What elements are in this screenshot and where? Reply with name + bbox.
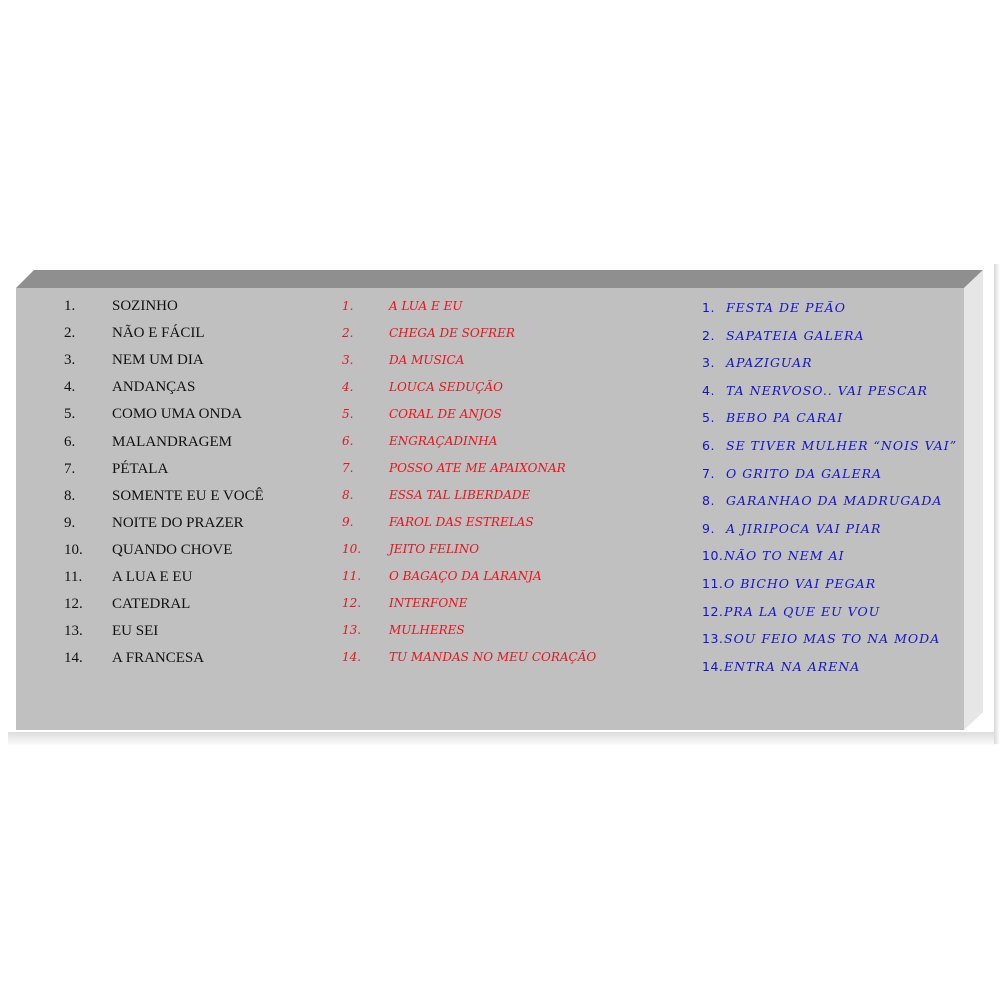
track-title: FAROL DAS ESTRELAS (389, 515, 534, 529)
track-number: 5. (702, 410, 715, 426)
track-title: O GRITO DA GALERA (726, 465, 883, 481)
track-number: 4. (342, 380, 354, 394)
track-number: 11. (342, 569, 362, 583)
track-number: 3. (64, 352, 76, 369)
track-title: QUANDO CHOVE (112, 541, 233, 558)
track-number: 6. (342, 434, 354, 448)
track-title: A FRANCESA (112, 650, 205, 667)
track-title: FESTA DE PEÃO (726, 300, 846, 315)
track-number: 6. (64, 433, 76, 450)
box-top-face (16, 270, 983, 288)
track-title: NÃO TO NEM AI (724, 548, 845, 564)
track-number: 11. (64, 569, 83, 585)
track-title: COMO UMA ONDA (112, 406, 243, 423)
track-title: CHEGA DE SOFRER (389, 326, 515, 340)
track-number: 8. (342, 488, 354, 502)
track-number: 4. (64, 379, 76, 396)
track-title: ANDANÇAS (112, 379, 196, 396)
track-title: A LUA E EU (112, 569, 193, 585)
track-number: 11. (702, 576, 724, 591)
track-number: 7. (702, 465, 715, 481)
track-title: NOITE DO PRAZER (112, 514, 244, 531)
track-number: 7. (64, 460, 76, 477)
track-title: A LUA E EU (389, 299, 463, 313)
track-number: 2. (702, 327, 715, 343)
track-title: ENTRA NA ARENA (724, 658, 861, 674)
track-number: 10. (64, 541, 83, 558)
track-title: CATEDRAL (112, 596, 191, 613)
track-title: APAZIGUAR (726, 355, 813, 371)
track-number: 2. (64, 325, 76, 342)
track-number: 9. (702, 520, 715, 536)
track-title: SE TIVER MULHER “NOIS VAI” (726, 438, 958, 453)
track-title: SOU FEIO MAS TO NA MODA (724, 631, 941, 647)
track-title: A JIRIPOCA VAI PIAR (726, 520, 882, 536)
track-number: 13. (702, 631, 724, 647)
track-number: 14. (702, 658, 724, 674)
track-title: MALANDRAGEM (112, 433, 232, 450)
track-title: SOMENTE EU E VOCÊ (112, 487, 264, 504)
box-right-face (964, 270, 983, 730)
track-number: 12. (342, 596, 362, 610)
track-title: SAPATEIA GALERA (726, 327, 865, 343)
track-title: ENGRAÇADINHA (389, 434, 498, 448)
track-title: GARANHAO DA MADRUGADA (726, 493, 943, 509)
track-number: 3. (702, 355, 715, 371)
track-number: 3. (342, 353, 354, 367)
track-number: 6. (702, 438, 715, 453)
track-number: 5. (342, 407, 354, 421)
track-number: 9. (342, 515, 354, 529)
track-number: 10. (342, 542, 362, 556)
track-title: INTERFONE (389, 596, 468, 610)
track-title: JEITO FELINO (389, 542, 480, 556)
track-number: 14. (64, 650, 83, 667)
track-title: PRA LA QUE EU VOU (724, 603, 881, 619)
track-number: 13. (342, 623, 362, 637)
track-number: 4. (702, 382, 715, 398)
track-number: 1. (64, 298, 76, 314)
track-number: 8. (64, 487, 76, 504)
track-title: DA MUSICA (389, 353, 465, 367)
track-title: TU MANDAS NO MEU CORAÇÃO (389, 650, 597, 664)
track-number: 2. (342, 326, 354, 340)
track-title: NEM UM DIA (112, 352, 204, 369)
track-title: MULHERES (389, 623, 465, 637)
track-title: PÉTALA (112, 460, 169, 477)
track-number: 10. (702, 548, 724, 564)
track-title: LOUCA SEDUÇÃO (389, 380, 503, 394)
track-number: 14. (342, 650, 362, 664)
track-number: 1. (342, 299, 354, 313)
track-title: NÃO E FÁCIL (112, 325, 205, 342)
track-title: CORAL DE ANJOS (389, 407, 502, 421)
track-number: 7. (342, 461, 354, 475)
track-number: 12. (702, 603, 724, 619)
track-title: O BAGAÇO DA LARANJA (389, 569, 542, 583)
track-number: 12. (64, 596, 83, 613)
track-title: EU SEI (112, 623, 159, 640)
track-title: POSSO ATE ME APAIXONAR (389, 461, 566, 475)
track-number: 1. (702, 300, 715, 315)
track-number: 9. (64, 514, 76, 531)
track-title: SOZINHO (112, 298, 178, 314)
track-title: TA NERVOSO.. VAI PESCAR (726, 382, 928, 398)
track-title: O BICHO VAI PEGAR (724, 576, 877, 591)
track-number: 8. (702, 493, 715, 509)
track-title: BEBO PA CARAI (726, 410, 844, 426)
track-number: 5. (64, 406, 76, 423)
track-title: ESSA TAL LIBERDADE (389, 488, 531, 502)
track-number: 13. (64, 623, 83, 640)
